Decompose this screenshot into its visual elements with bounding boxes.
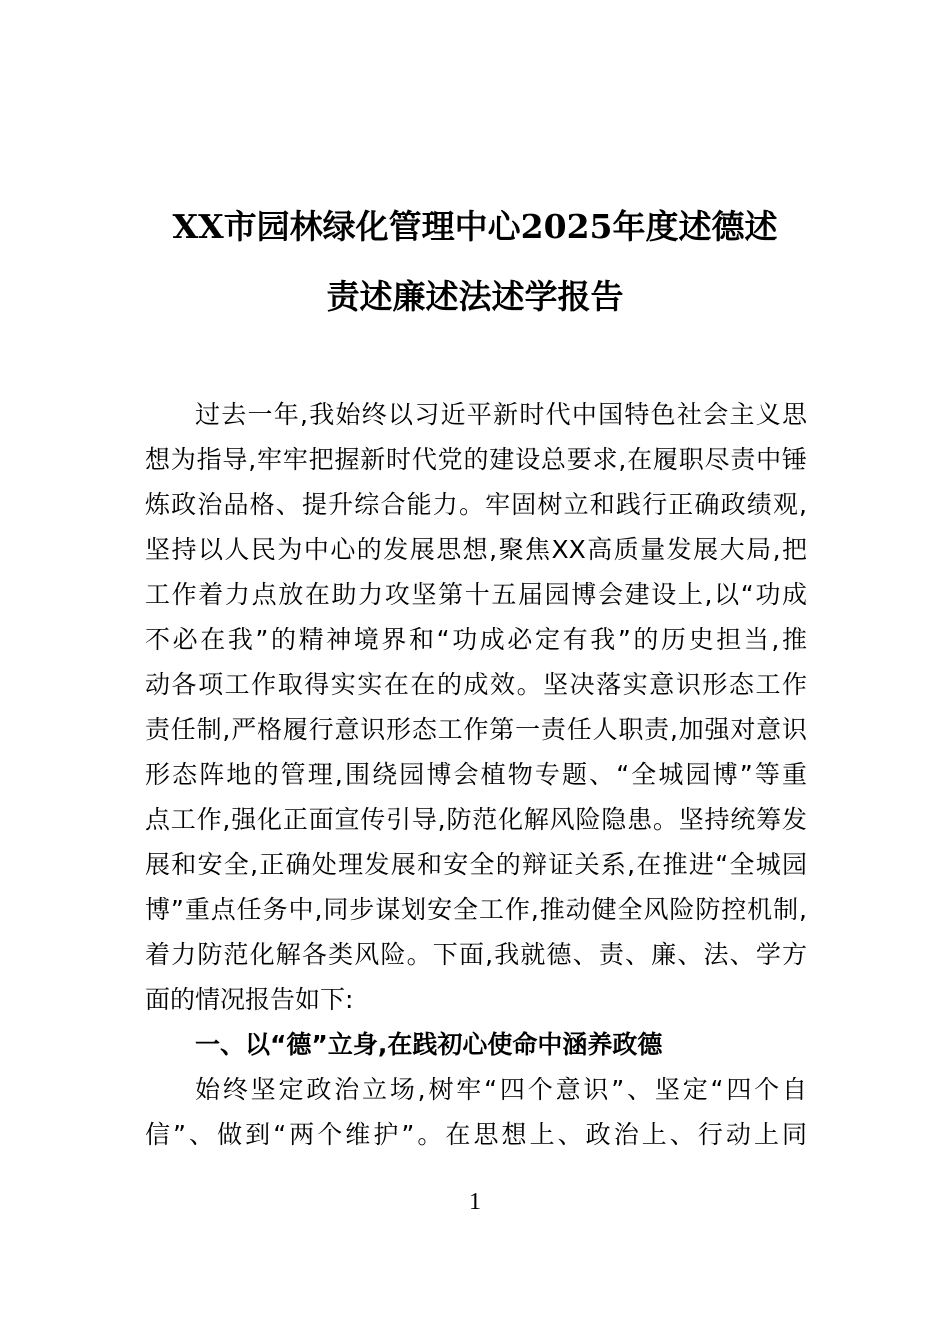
title-line-1: XX市园林绿化管理中心2025年度述德述 <box>172 207 778 246</box>
paragraph-line: 信”、做到“两个维护”。在思想上、政治上、行动上同 <box>145 1120 807 1149</box>
page-number: 1 <box>469 1189 481 1215</box>
paragraph-line: 过去一年,我始终以习近平新时代中国特色社会主义思 <box>195 400 807 429</box>
paragraph-line: 点工作,强化正面宣传引导,防范化解风险隐患。坚持统筹发 <box>145 805 807 834</box>
paragraph-line: 着力防范化解各类风险。下面,我就德、责、廉、法、学方 <box>145 940 807 969</box>
paragraph-line: 展和安全,正确处理发展和安全的辩证关系,在推进“全城园 <box>145 850 807 879</box>
section-heading: 一、以“德”立身,在践初心使命中涵养政德 <box>195 1030 663 1059</box>
paragraph-line: 动各项工作取得实实在在的成效。坚决落实意识形态工作 <box>145 670 807 699</box>
paragraph-line: 博”重点任务中,同步谋划安全工作,推动健全风险防控机制, <box>145 895 807 924</box>
paragraph-line: 想为指导,牢牢把握新时代党的建设总要求,在履职尽责中锤 <box>145 445 807 474</box>
document-body <box>145 392 807 1157</box>
title-line-2: 责述廉述法述学报告 <box>326 277 624 316</box>
paragraph-line: 责任制,严格履行意识形态工作第一责任人职责,加强对意识 <box>145 715 807 744</box>
paragraph-line: 面的情况报告如下: <box>145 985 354 1014</box>
paragraph-line: 坚持以人民为中心的发展思想,聚焦XX高质量发展大局,把 <box>145 535 807 564</box>
paragraph-line: 工作着力点放在助力攻坚第十五届园博会建设上,以“功成 <box>145 580 807 609</box>
document-title <box>145 192 805 332</box>
paragraph-line: 炼政治品格、提升综合能力。牢固树立和践行正确政绩观, <box>145 490 807 519</box>
paragraph-line: 形态阵地的管理,围绕园博会植物专题、“全城园博”等重 <box>145 760 807 789</box>
paragraph-line: 始终坚定政治立场,树牢“四个意识”、坚定“四个自 <box>195 1075 807 1104</box>
paragraph-line: 不必在我”的精神境界和“功成必定有我”的历史担当,推 <box>145 625 807 654</box>
